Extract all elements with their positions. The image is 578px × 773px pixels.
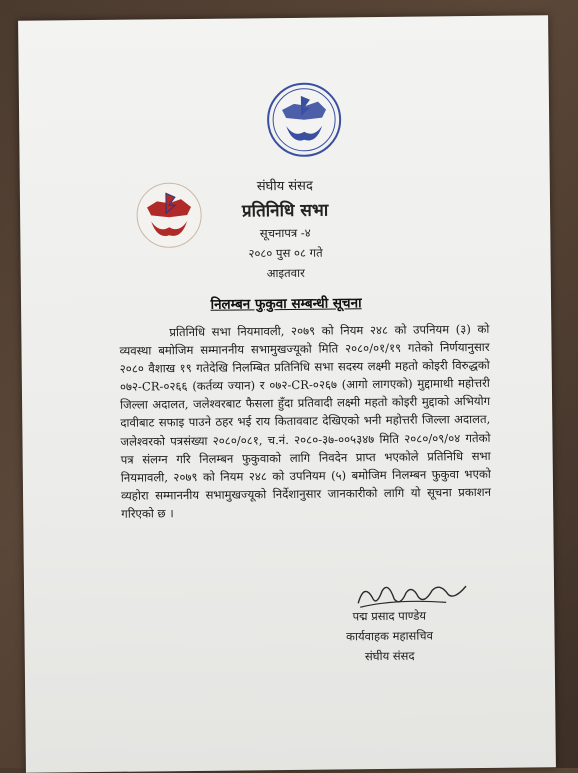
- notice-paper: [18, 15, 556, 773]
- signatory-name: पद्म प्रसाद पाण्डेय: [352, 608, 427, 624]
- house-name: प्रतिनिधि सभा: [241, 200, 329, 222]
- parliament-name: संघीय संसद: [256, 178, 313, 195]
- signatory-title: कार्यवाहक महासचिव: [346, 628, 434, 644]
- parliament-seal-icon: [264, 79, 345, 160]
- notice-day: आइतवार: [266, 265, 305, 281]
- notice-body: प्रतिनिधि सभा नियमावली, २०७९ को नियम २४८ को उपनियम (३) को व्यवस्था बमोजिम सम्माननीय सभामुखज्यूको मिति २०८०/०१/१९ गतेको निर्णयानुसार २०८० वैशाख १९ गतेदेखि निलम्बित प्रतिनिधि सभा सदस्य लक्ष्मी महतो कोइरी विरुद्धको ०७२-CR-०२६६ (कर्तव्य ज्यान) र ०७२-CR-०२६७ (आगो लागएको) मुद्दामाथी महोत्तरी जिल्ला अदालत, जलेश्वरबाट फैसला हुँदा प्रतिवादी लक्ष्मी महतो कोइरी मुद्दाको अभियोग दावीबाट सफाइ पाउने ठहर भई राय किताववाट देखिएको भनी महोत्तरी जिल्ला अदालत, जलेश्वरको पत्रसंख्या २०८०/०८१, च.नं. २०८०-३७-००५३४७ मिति २०८०/०९/०४ गतेको पत्र संलग्न गरि निलम्बन फुकुवाको लागि निवदेन प्राप्त भएकोले प्रतिनिधि सभा नियमावली, २०७९ को नियम २४८ को उपनियम (५) बमोजिम निलम्बन फुकुवा भएको व्यहोरा सम्माननीय सभामुखज्यूको निर्देशानुसार जानकारीको लागि यो सूचना प्रकाशन गरिएको छ ।: [119, 321, 492, 521]
- signatory-org: संघीय संसद: [364, 648, 415, 664]
- notice-date: २०८० पुस ०८ गते: [248, 245, 323, 261]
- notice-number: सूचनापत्र -४: [259, 225, 311, 241]
- notice-title: निलम्बन फुकुवा सम्बन्धी सूचना: [210, 295, 362, 313]
